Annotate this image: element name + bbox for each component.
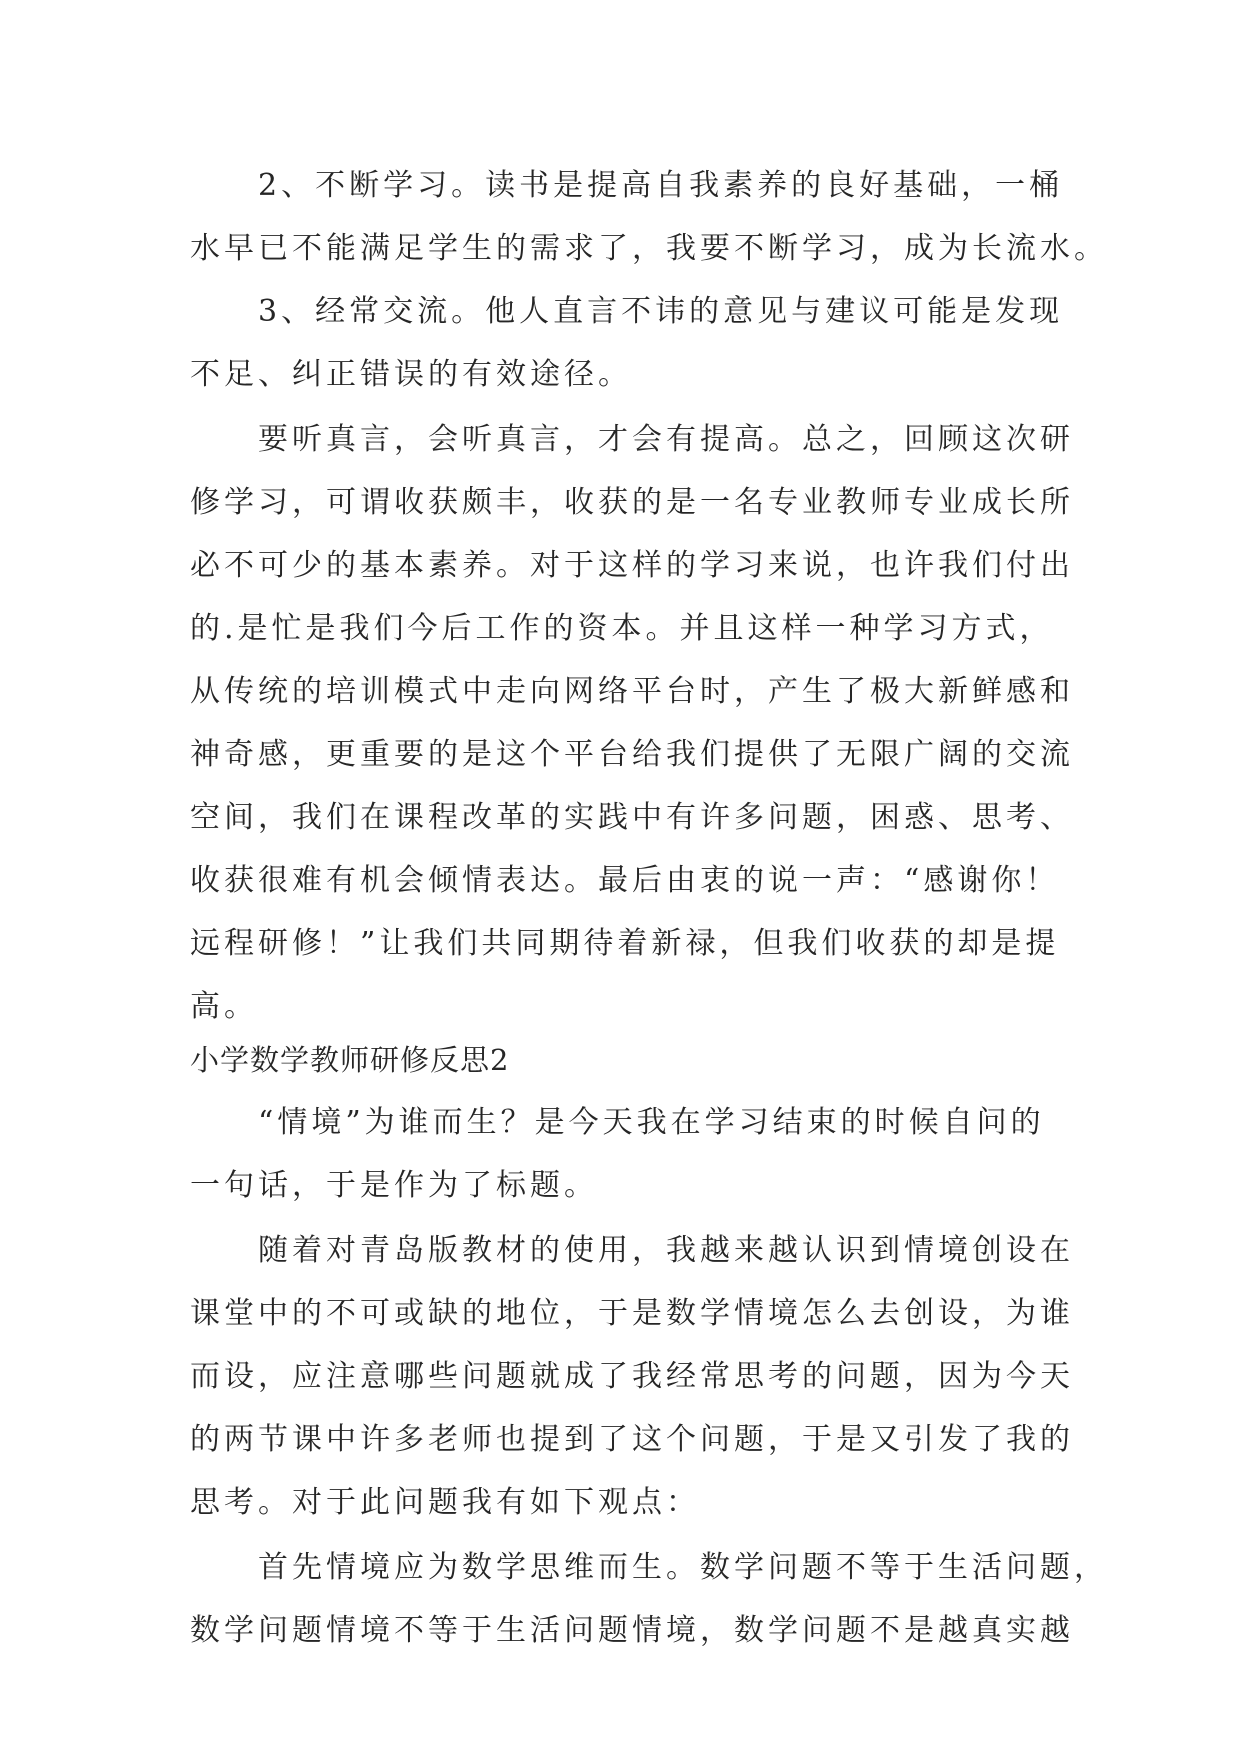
paragraph-line: 的两节课中许多老师也提到了这个问题，于是又引发了我的 [190,1422,1074,1457]
paragraph-line: “情境”为谁而生？是今天我在学习结束的时候自问的 [258,1105,1045,1140]
paragraph-line: 不足、纠正错误的有效途径。 [190,357,632,392]
paragraph-line: 而设，应注意哪些问题就成了我经常思考的问题，因为今天 [190,1359,1074,1394]
paragraph-line: 必不可少的基本素养。对于这样的学习来说，也许我们付出 [190,548,1074,583]
paragraph-line: 课堂中的不可或缺的地位，于是数学情境怎么去创设，为谁 [190,1296,1074,1331]
paragraph-line: 从传统的培训模式中走向网络平台时，产生了极大新鲜感和 [190,674,1074,709]
paragraph-line: 3、经常交流。他人直言不讳的意见与建议可能是发现 [258,294,1064,329]
paragraph-line: 思考。对于此问题我有如下观点： [190,1485,700,1520]
paragraph-line: 要听真言，会听真言，才会有提高。总之，回顾这次研 [258,422,1074,457]
paragraph-line: 水早已不能满足学生的需求了，我要不断学习，成为长流水。 [190,231,1108,266]
paragraph-line: 远程研修！”让我们共同期待着新禄，但我们收获的却是提 [190,926,1060,961]
paragraph-line: 随着对青岛版教材的使用，我越来越认识到情境创设在 [258,1233,1074,1268]
paragraph-line: 数学问题情境不等于生活问题情境，数学问题不是越真实越 [190,1613,1074,1648]
paragraph-line: 神奇感，更重要的是这个平台给我们提供了无限广阔的交流 [190,737,1074,772]
paragraph-line: 2、不断学习。读书是提高自我素养的良好基础，一桶 [258,168,1064,203]
paragraph-line: 空间，我们在课程改革的实践中有许多问题，困惑、思考、 [190,800,1074,835]
section-heading: 小学数学教师研修反思2 [190,1043,510,1077]
paragraph-line: 的.是忙是我们今后工作的资本。并且这样一种学习方式， [190,611,1054,646]
paragraph-line: 收获很难有机会倾情表达。最后由衷的说一声：“感谢你！ [190,863,1060,898]
paragraph-line: 修学习，可谓收获颇丰，收获的是一名专业教师专业成长所 [190,485,1074,520]
paragraph-line: 高。 [190,989,258,1024]
paragraph-line: 一句话，于是作为了标题。 [190,1168,598,1203]
paragraph-line: 首先情境应为数学思维而生。数学问题不等于生活问题， [258,1550,1108,1585]
